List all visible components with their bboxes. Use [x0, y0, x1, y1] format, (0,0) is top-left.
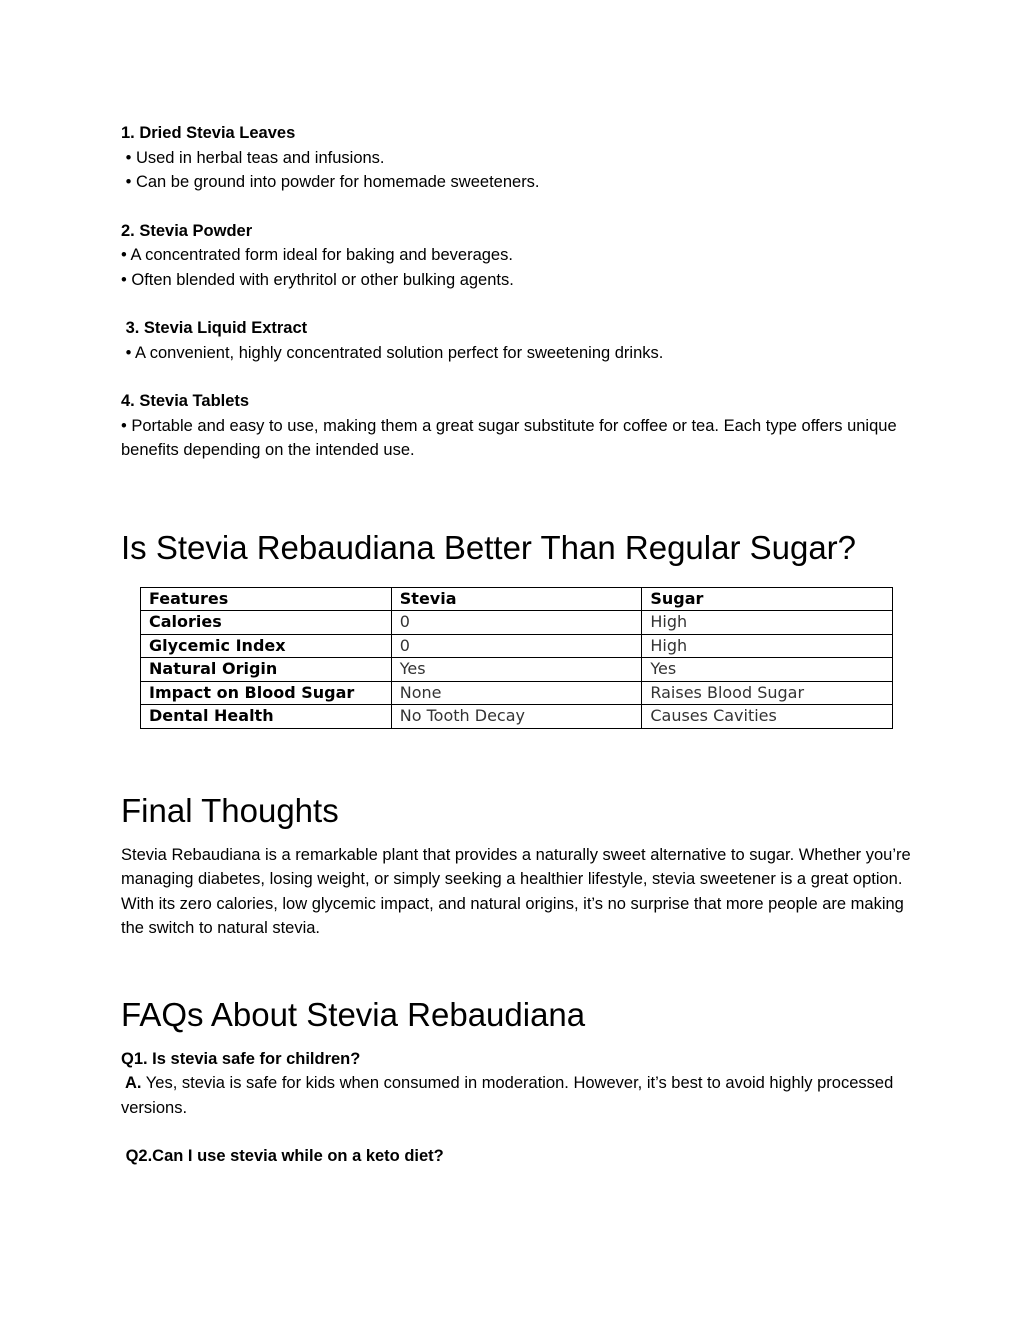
- table-feature-cell: Calories: [141, 611, 392, 635]
- table-row: [141, 611, 893, 635]
- table-header-cell: Stevia: [391, 587, 642, 611]
- type-bullet: • A concentrated form ideal for baking and beverages.: [121, 246, 513, 264]
- final-thoughts-heading: Final Thoughts: [121, 791, 339, 829]
- type-bullet: • A convenient, highly concentrated solution perfect for sweetening drinks.: [121, 343, 664, 362]
- table-cell: No Tooth Decay: [391, 705, 642, 729]
- comparison-table-wrap: [140, 587, 911, 729]
- document-content: [121, 121, 911, 1169]
- table-header-cell: Features: [141, 587, 392, 611]
- table-feature-cell: Glycemic Index: [141, 634, 392, 658]
- type-title: 3. Stevia Liquid Extract: [121, 319, 308, 337]
- type-section-powder: [121, 219, 911, 293]
- table-row: [141, 681, 893, 705]
- comparison-heading: Is Stevia Rebaudiana Better Than Regular Sugar?: [121, 528, 857, 566]
- table-cell: Raises Blood Sugar: [642, 681, 893, 705]
- table-feature-cell: Impact on Blood Sugar: [141, 681, 392, 705]
- table-cell: Yes: [642, 658, 893, 682]
- type-section-dried-leaves: [121, 121, 911, 195]
- type-section-tablets: [121, 389, 911, 463]
- faq-question: Q2.Can I use stevia while on a keto diet?: [121, 1147, 444, 1165]
- table-cell: 0: [391, 611, 642, 635]
- table-cell: High: [642, 634, 893, 658]
- table-cell: None: [391, 681, 642, 705]
- type-bullet: • Used in herbal teas and infusions.: [121, 148, 385, 167]
- type-section-liquid-extract: [121, 316, 911, 365]
- table-feature-cell: Dental Health: [141, 705, 392, 729]
- type-bullet: • Can be ground into powder for homemade sweeteners.: [121, 173, 540, 191]
- type-bullet: • Often blended with erythritol or other bulking agents.: [121, 270, 514, 289]
- table-feature-cell: Natural Origin: [141, 658, 392, 682]
- table-cell: 0: [391, 634, 642, 658]
- faq-answer-label: A.: [121, 1074, 142, 1092]
- table-header-cell: Sugar: [642, 587, 893, 611]
- table-row: [141, 705, 893, 729]
- type-title: 1. Dried Stevia Leaves: [121, 124, 296, 142]
- faqs-heading: FAQs About Stevia Rebaudiana: [121, 995, 586, 1033]
- faq-item: [121, 1047, 911, 1121]
- comparison-table: [140, 587, 893, 729]
- table-row: [141, 658, 893, 682]
- table-header-row: [141, 587, 893, 611]
- table-cell: High: [642, 611, 893, 635]
- table-cell: Yes: [391, 658, 642, 682]
- table-cell: Causes Cavities: [642, 705, 893, 729]
- faq-item: [121, 1144, 911, 1169]
- type-title: 2. Stevia Powder: [121, 221, 253, 240]
- table-row: [141, 634, 893, 658]
- type-title: 4. Stevia Tablets: [121, 392, 250, 410]
- type-bullet: • Portable and easy to use, making them a great sugar substitute for coffee or tea. Each type offers unique benefits depending on the intended use.: [121, 416, 897, 459]
- faq-answer: [121, 1071, 911, 1120]
- final-thoughts-paragraph: Stevia Rebaudiana is a remarkable plant that provides a naturally sweet alternative to sugar. Whether you’re managing diabetes, losing weight, or simply seeking a healthier lifestyle, stevia sweetener is a great option. With its zero calories, low glycemic impact, and natural origins, it’s no surprise that more people are making the switch to natural stevia.: [121, 845, 911, 937]
- faq-answer-text: Yes, stevia is safe for kids when consumed in moderation. However, it’s best to avoid highly processed versions.: [121, 1074, 894, 1117]
- faq-question: Q1. Is stevia safe for children?: [121, 1049, 361, 1068]
